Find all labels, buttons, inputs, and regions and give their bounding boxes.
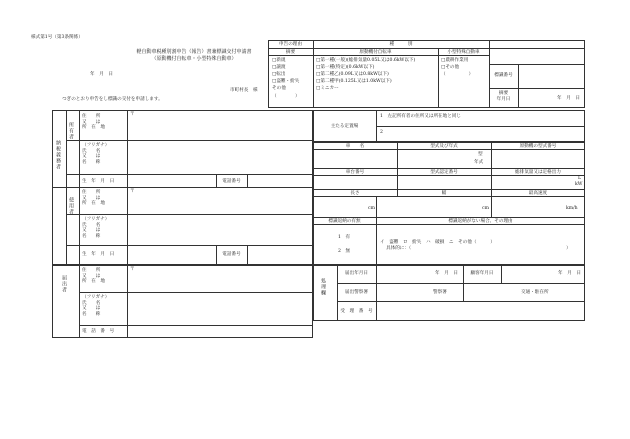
applicant-name-label: （フリガナ） 氏 名 又 は 名 称 — [82, 295, 110, 318]
owner-name-input[interactable] — [130, 145, 310, 171]
applicant-address-label: 住 所 又 は 所 在 地 — [82, 268, 105, 285]
length-header: 長さ — [350, 190, 360, 196]
reason-other-label: その他 — [272, 86, 286, 91]
special-other-paren[interactable]: （ ） — [441, 72, 474, 77]
max-speed-header: 最高速度 — [528, 190, 548, 196]
form-title: 軽自動車税種別割申告（報告）書兼標識交付申請書 — [136, 49, 252, 55]
summary-date-value: 年 月 日 — [557, 96, 580, 101]
user-name-label: （フリガナ） 氏 名 又 は 名 称 — [82, 217, 110, 240]
model-cert-header: 型式認定番号 — [430, 169, 458, 175]
no-return-reason-options[interactable]: イ 盗難 ロ 紛失 ハ 破損 ニ その他（ ） — [380, 240, 495, 245]
storage-location-label: 主たる定置場 — [330, 124, 359, 129]
owner-postal-mark: 〒 — [130, 112, 135, 117]
taxpayer-group-label: 納税義務者 — [55, 140, 61, 170]
traffic-post-value: 交通・駐在所 — [521, 289, 549, 295]
filing-date: 年 月 日 — [90, 72, 113, 77]
police-station-label: 届出警察署 — [345, 289, 368, 295]
filed-date-value: 年 月 日 — [435, 271, 458, 276]
applicant-phone-label: 電 話 番 号 — [82, 329, 115, 334]
model-cert-input[interactable] — [400, 177, 488, 187]
user-phone-label: 電話番号 — [222, 252, 241, 257]
user-address-input[interactable] — [130, 196, 310, 212]
storage-other-option[interactable]: 2 — [380, 130, 383, 135]
minicar-checkbox[interactable]: □ミニカー — [316, 86, 339, 91]
user-birthdate-label: 生 年 月 日 — [82, 252, 115, 257]
plate-return-header: 標識返納の有無 — [328, 218, 361, 224]
user-name-input[interactable] — [130, 218, 310, 242]
user-phone-input[interactable] — [249, 249, 311, 261]
year-unit: 年式 — [474, 160, 484, 165]
plate-return-yes[interactable]: 1 有 — [338, 235, 351, 240]
model-unit: 型 — [478, 152, 483, 157]
vehicle-name-input[interactable] — [316, 152, 394, 166]
displacement-unit-l: L — [578, 176, 582, 181]
user-birthdate-input[interactable] — [130, 249, 214, 261]
addressee: 市町村長 様 — [230, 88, 258, 93]
width-unit: cm — [482, 206, 489, 211]
plate-return-no[interactable]: 2 無 — [338, 249, 351, 254]
storage-same-option[interactable]: 1 左記所有者の住所又は所在地と同じ — [380, 114, 462, 119]
plate-number-input[interactable] — [520, 67, 582, 85]
no-return-reason-detail: 具体的に：（ — [386, 246, 412, 251]
applicant-address-input[interactable] — [130, 274, 310, 290]
displacement-unit-kw: kW — [575, 182, 583, 187]
applicant-postal-mark: 〒 — [130, 267, 135, 272]
owner-address-label: 住 所 又 は 所 在 地 — [82, 114, 105, 131]
acquired-date-label: 顧客年月日 — [470, 271, 494, 276]
user-postal-mark: 〒 — [130, 189, 135, 194]
reason-new-checkbox[interactable]: □新規 — [272, 58, 286, 63]
speed-unit: km/h — [566, 206, 578, 211]
width-header: 幅 — [441, 190, 447, 196]
applicant-phone-input[interactable] — [130, 327, 310, 336]
reason-transfer-checkbox[interactable]: □譲渡 — [272, 65, 286, 70]
displacement-header: 総排気量又は定格出力 — [515, 169, 561, 175]
engine-model-header: 原動機の型式番号 — [519, 143, 557, 149]
model-year-header: 型式及び年式 — [430, 143, 458, 149]
moped-class2b-checkbox[interactable]: □第二種乙(0.09L又は0.8kW以下) — [316, 72, 389, 77]
applicant-name-input[interactable] — [130, 296, 310, 322]
plate-number-label: 標識番号 — [494, 73, 513, 78]
owner-birthdate-input[interactable] — [130, 176, 214, 185]
owner-name-label: （フリガナ） 氏 名 又 は 名 称 — [82, 143, 110, 166]
type-header: 種 別 — [389, 42, 413, 47]
owner-birthdate-label: 生 年 月 日 — [82, 178, 115, 184]
length-unit: cm — [368, 206, 375, 211]
storage-other-input[interactable] — [390, 128, 580, 139]
summary-header: 摘要 — [285, 49, 296, 55]
reason-header: 申告の理由 — [279, 42, 302, 47]
receipt-number-input[interactable] — [380, 304, 580, 318]
engine-model-input[interactable] — [494, 152, 582, 166]
moped-class2a-checkbox[interactable]: □第二種甲(0.125L又は1.0kW以下) — [316, 79, 392, 84]
user-label: 使用者 — [68, 197, 74, 215]
police-station-value: 警察署 — [433, 289, 447, 295]
summary-date-label: 摘要 年月日 — [496, 91, 511, 102]
frame-number-header: 車台番号 — [345, 169, 365, 175]
user-address-label: 住 所 又 は 所 在 地 — [82, 190, 105, 207]
special-vehicle-header: 小型特殊自動車 — [447, 49, 480, 55]
moped-header: 原動機付自転車 — [359, 49, 392, 55]
owner-phone-label: 電話番号 — [222, 178, 241, 184]
vehicle-name-header: 車 名 — [345, 143, 365, 149]
reason-theft-checkbox[interactable]: □盗難・紛失 — [272, 79, 300, 84]
reason-move-out-checkbox[interactable]: □転出 — [272, 72, 286, 77]
reason-other-paren[interactable]: （ ） — [272, 94, 300, 99]
moped-class1-specific-checkbox[interactable]: □第一種(特定)(0.6kW以下) — [316, 65, 375, 70]
form-number: 様式第1号（第3条関係） — [31, 35, 83, 40]
moped-class1-general-checkbox[interactable]: □第一種(一般)(総排気量0.05L又は0.6kW以下) — [316, 58, 416, 63]
form-subtitle: （原動機付自転車・小型特殊自動車） — [151, 56, 237, 62]
applicant-label: 届出者 — [61, 275, 67, 293]
intro-text: つぎのとおり申告をし標識の交付を申請します。 — [62, 97, 163, 102]
frame-number-input[interactable] — [316, 177, 394, 187]
office-processing-label: 処理欄 — [320, 278, 326, 296]
no-return-reason-header: 標識返納がない場合、その理由 — [448, 218, 513, 224]
special-other-checkbox[interactable]: □その他 — [441, 65, 460, 70]
owner-phone-input[interactable] — [249, 176, 311, 185]
acquired-date-value: 年 月 日 — [558, 271, 581, 276]
filed-date-label: 届出年月日 — [345, 271, 368, 276]
receipt-number-label: 受 理 番 号 — [340, 309, 373, 314]
owner-address-input[interactable] — [130, 120, 310, 138]
no-return-reason-close: ） — [566, 246, 571, 251]
agricultural-checkbox[interactable]: □農耕作業用 — [441, 58, 469, 63]
owner-label: 所有者 — [68, 122, 74, 140]
